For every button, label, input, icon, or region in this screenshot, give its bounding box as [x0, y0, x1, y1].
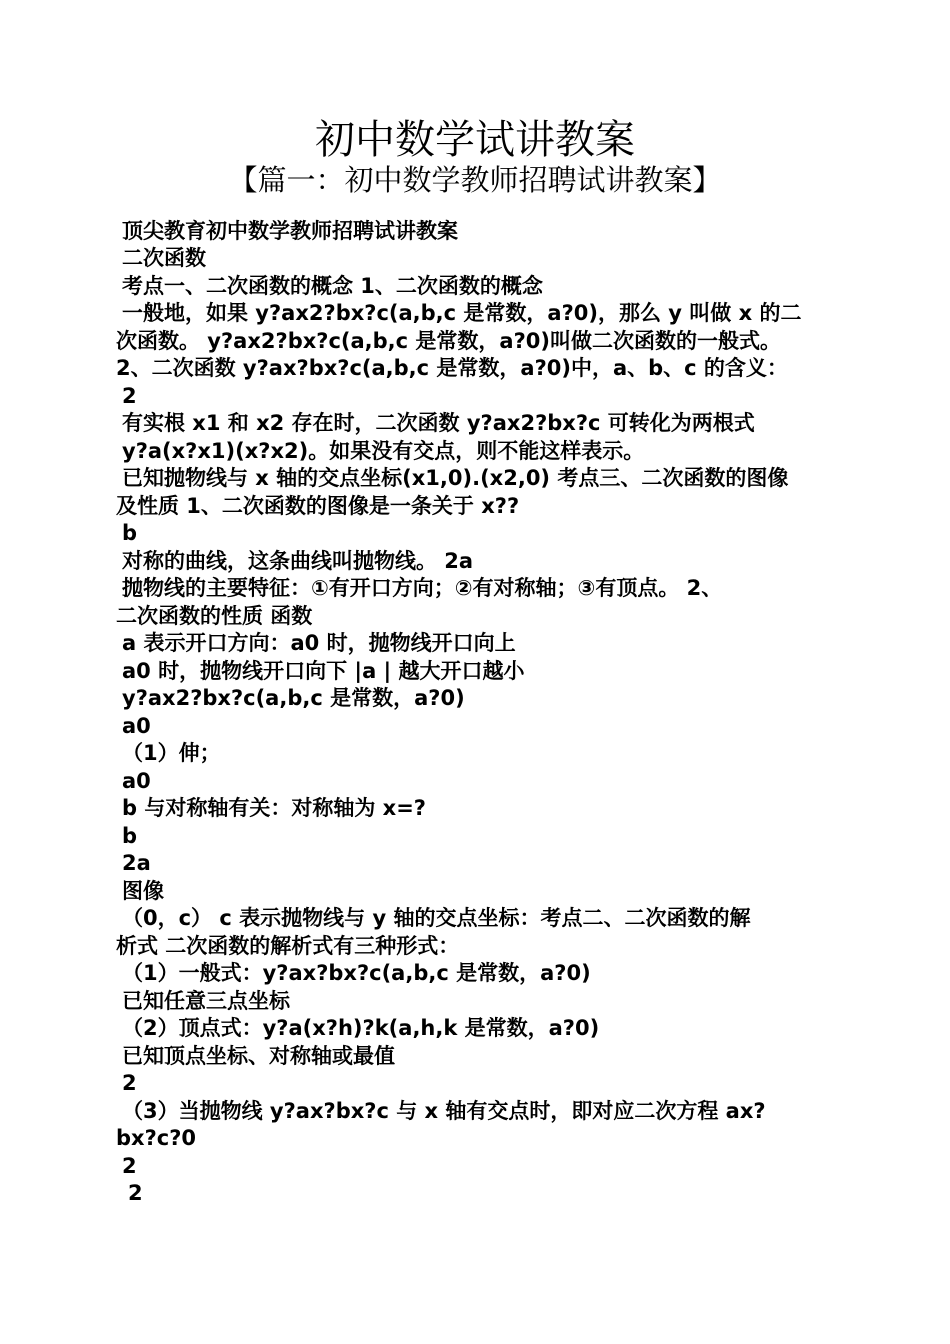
text-line: 2: [122, 1154, 137, 1178]
text-line: 2: [128, 1181, 143, 1205]
text-line: 已知任意三点坐标: [122, 989, 290, 1013]
text-line: （0，c） c 表示抛物线与 y 轴的交点坐标：考点二、二次函数的解: [122, 906, 751, 930]
text-line: bx?c?0: [116, 1126, 197, 1150]
text-line: y?a(x?x1)(x?x2)。如果没有交点，则不能这样表示。: [122, 439, 645, 463]
text-line: 已知顶点坐标、对称轴或最值: [122, 1044, 395, 1068]
text-line: 图像: [122, 879, 164, 903]
text-line: b 与对称轴有关：对称轴为 x=?: [122, 796, 426, 820]
text-line: 二次函数的性质 函数: [116, 604, 313, 628]
text-line: 析式 二次函数的解析式有三种形式：: [116, 934, 460, 958]
text-line: 对称的曲线，这条曲线叫抛物线。 2a: [122, 549, 474, 573]
text-line: 次函数。 y?ax2?bx?c(a,b,c 是常数，a?0)叫做二次函数的一般式。: [116, 329, 781, 353]
text-line: b: [122, 521, 138, 545]
text-line: 一般地，如果 y?ax2?bx?c(a,b,c 是常数，a?0)，那么 y 叫做 x 的二: [122, 301, 802, 325]
text-line: （1）一般式：y?ax?bx?c(a,b,c 是常数，a?0): [122, 961, 591, 985]
text-line: 已知抛物线与 x 轴的交点坐标(x1,0).(x2,0) 考点三、二次函数的图像: [122, 466, 789, 490]
text-line: （2）顶点式：y?a(x?h)?k(a,h,k 是常数，a?0): [122, 1016, 600, 1040]
text-line: a0 时，抛物线开口向下 |a | 越大开口越小: [122, 659, 525, 683]
text-line: 有实根 x1 和 x2 存在时，二次函数 y?ax2?bx?c 可转化为两根式: [122, 411, 755, 435]
text-line: 抛物线的主要特征：①有开口方向；②有对称轴；③有顶点。 2、: [122, 576, 723, 600]
text-line: （3）当抛物线 y?ax?bx?c 与 x 轴有交点时，即对应二次方程 ax?: [122, 1099, 766, 1123]
text-line: a0: [122, 769, 151, 793]
text-line: 二次函数: [122, 246, 206, 270]
text-line: 2: [122, 384, 137, 408]
text-line: （1）伸；: [122, 741, 221, 765]
text-line: a 表示开口方向：a0 时，抛物线开口向上: [122, 631, 516, 655]
text-line: b: [122, 824, 138, 848]
text-line: 顶尖教育初中数学教师招聘试讲教案: [122, 219, 458, 243]
text-line: 及性质 1、二次函数的图像是一条关于 x??: [116, 494, 520, 518]
text-line: 2a: [122, 851, 151, 875]
text-line: 考点一、二次函数的概念 1、二次函数的概念: [122, 274, 543, 298]
page-title: 初中数学试讲教案: [315, 117, 635, 163]
page-subtitle: 【篇一：初中数学教师招聘试讲教案】: [228, 163, 722, 197]
text-line: y?ax2?bx?c(a,b,c 是常数，a?0): [122, 686, 465, 710]
text-line: 2: [122, 1071, 137, 1095]
text-line: 2、二次函数 y?ax?bx?c(a,b,c 是常数，a?0)中，a、b、c 的含义：: [116, 356, 788, 380]
text-line: a0: [122, 714, 151, 738]
